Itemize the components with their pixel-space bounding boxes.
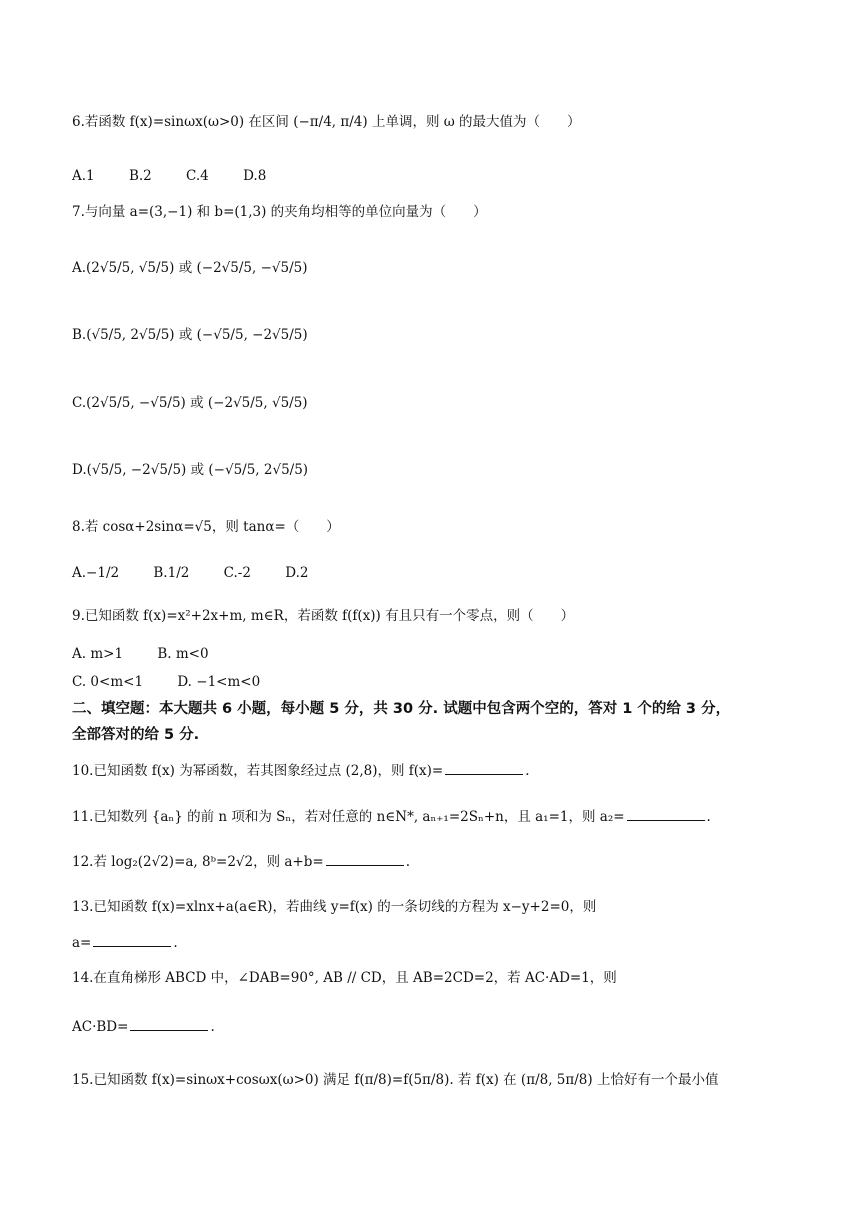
question-7-text: 7.与向量 a=(3,−1) 和 b=(1,3) 的夹角均相等的单位向量为（ ） [72, 204, 487, 220]
question-13-continued [72, 932, 178, 953]
option-b: B.2 [128, 168, 152, 184]
question-6 [72, 112, 581, 132]
answer-blank[interactable] [326, 851, 404, 866]
question-12 [72, 851, 410, 872]
section-heading [72, 699, 730, 719]
period: . [525, 763, 530, 779]
answer-blank[interactable] [445, 760, 523, 775]
question-13 [72, 897, 596, 917]
question-8 [72, 517, 340, 537]
option-a: A. m>1 [72, 646, 124, 662]
question-11-text: 11.已知数列 {aₙ} 的前 n 项和为 Sₙ，若对任意的 n∈N*, aₙ₊₁=2Sₙ+n，且 a₁=1，则 a₂= [72, 809, 625, 825]
answer-blank[interactable] [130, 1016, 208, 1031]
question-15 [72, 1070, 718, 1090]
option-b: B.1/2 [153, 565, 190, 581]
question-10-text: 10.已知函数 f(x) 为幂函数，若其图象经过点 (2,8)，则 f(x)= [72, 763, 444, 779]
question-12-text: 12.若 log₂(2√2)=a, 8ᵇ=2√2，则 a+b= [72, 854, 324, 870]
section-heading-2 [72, 725, 199, 745]
option-c: C.-2 [223, 565, 251, 581]
question-9-options-row1 [72, 644, 239, 664]
option-b: B.(√5/5, 2√5/5) 或 (−√5/5, −2√5/5) [72, 327, 308, 343]
question-7-option-a [72, 258, 307, 278]
question-15-text: 15.已知函数 f(x)=sinωx+cosωx(ω>0) 满足 f(π/8)=f(5π/8). 若 f(x) 在 (π/8, 5π/8) 上恰好有一个最小值 [72, 1072, 719, 1088]
question-6-text: 6.若函数 f(x)=sinωx(ω>0) 在区间 (−π/4, π/4) 上单调，则 ω 的最大值为（ ） [72, 114, 581, 130]
period: . [210, 1019, 215, 1035]
question-11 [72, 806, 711, 827]
option-d: D. −1<m<0 [177, 674, 261, 690]
question-7 [72, 202, 487, 222]
answer-blank[interactable] [93, 932, 171, 947]
option-d: D.2 [285, 565, 309, 581]
question-7-option-c [72, 393, 308, 413]
section-heading-line1: 二、填空题：本大题共 6 小题，每小题 5 分，共 30 分. 试题中包含两个空的，答对 1 个的给 3 分， [72, 701, 731, 717]
question-6-options [72, 166, 296, 186]
question-13-text2: a= [72, 935, 92, 951]
option-a: A.(2√5/5, √5/5) 或 (−2√5/5, −√5/5) [72, 260, 308, 276]
question-9-text: 9.已知函数 f(x)=x²+2x+m, m∈R，若函数 f(f(x)) 有且只有一个零点，则（ ） [72, 608, 575, 624]
period: . [706, 809, 711, 825]
question-7-option-b [72, 325, 308, 345]
option-d: D.8 [243, 168, 267, 184]
period: . [173, 935, 178, 951]
answer-blank[interactable] [627, 806, 705, 821]
question-13-text: 13.已知函数 f(x)=xlnx+a(a∈R)，若曲线 y=f(x) 的一条切线的方程为 x−y+2=0，则 [72, 899, 597, 915]
question-9 [72, 606, 574, 626]
question-8-text: 8.若 cosα+2sinα=√5，则 tanα=（ ） [72, 519, 340, 535]
question-7-option-d [72, 460, 308, 480]
option-c: C. 0<m<1 [72, 674, 144, 690]
option-a: A.−1/2 [72, 565, 120, 581]
option-d: D.(√5/5, −2√5/5) 或 (−√5/5, 2√5/5) [72, 462, 309, 478]
option-b: B. m<0 [157, 646, 209, 662]
period: . [405, 854, 410, 870]
question-14-text: 14.在直角梯形 ABCD 中，∠DAB=90°, AB // CD，且 AB=2CD=2，若 AC·AD=1，则 [72, 970, 617, 986]
option-a: A.1 [72, 168, 95, 184]
section-heading-line2: 全部答对的给 5 分. [72, 727, 200, 743]
option-c: C.(2√5/5, −√5/5) 或 (−2√5/5, √5/5) [72, 395, 308, 411]
question-14-continued [72, 1016, 215, 1037]
option-c: C.4 [186, 168, 209, 184]
question-9-options-row2 [72, 672, 290, 692]
question-14 [72, 968, 617, 988]
question-8-options [72, 563, 338, 583]
question-14-text2: AC·BD= [72, 1019, 129, 1035]
question-10 [72, 760, 530, 781]
